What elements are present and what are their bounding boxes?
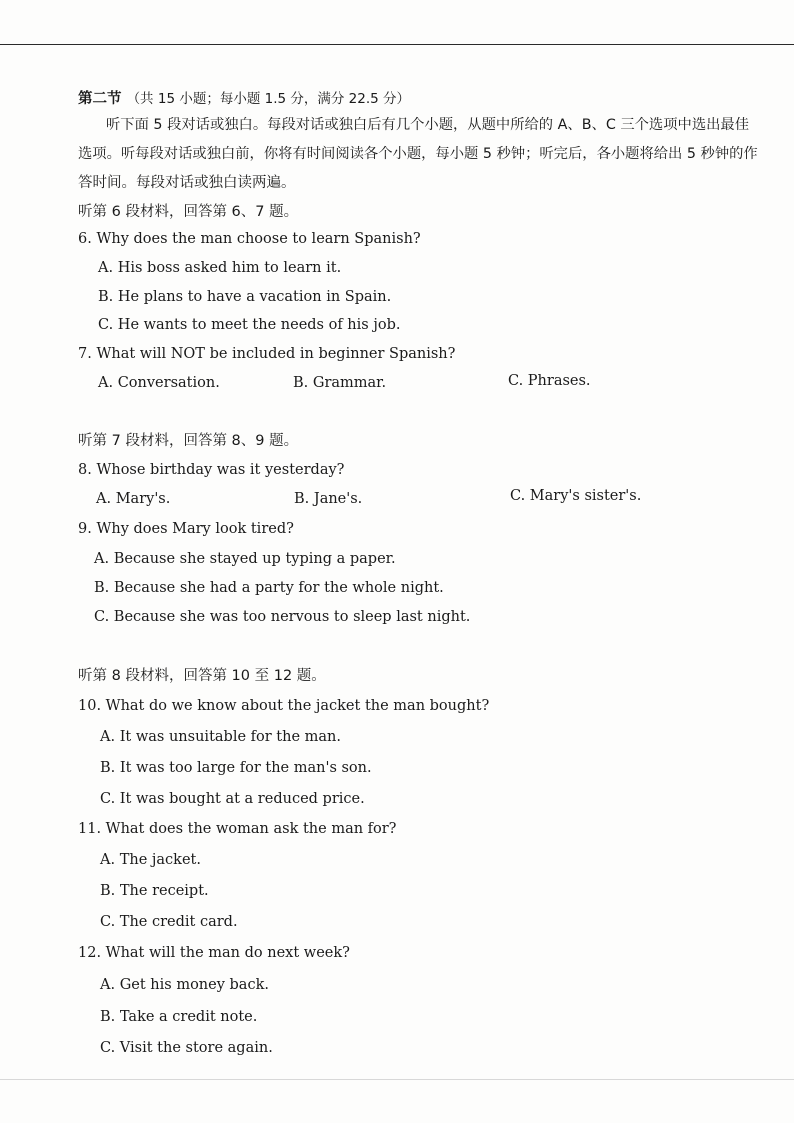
option-letter: B. xyxy=(293,375,309,391)
question-6 xyxy=(78,229,421,249)
option-letter: C. xyxy=(100,1040,116,1056)
option-text: Visit the store again. xyxy=(119,1040,273,1056)
section-title xyxy=(78,89,410,109)
question-12 xyxy=(78,943,350,963)
option-letter: A. xyxy=(96,491,112,507)
option-letter: C. xyxy=(510,488,526,504)
option-letter: C. xyxy=(508,373,524,389)
question-9 xyxy=(78,519,294,539)
option-text: The receipt. xyxy=(119,883,209,899)
option-text: Mary's. xyxy=(115,491,171,507)
option-letter: C. xyxy=(100,791,116,807)
option-letter: A. xyxy=(100,729,116,745)
section-meta: （共 15 小题；每小题 1.5 分，满分 22.5 分） xyxy=(126,91,411,107)
question-number: 6. xyxy=(78,231,92,247)
option-9c[interactable] xyxy=(94,607,470,627)
group-heading-10-12: 听第 8 段材料，回答第 10 至 12 题。 xyxy=(78,668,326,684)
option-letter: B. xyxy=(98,289,114,305)
question-text: What will the man do next week? xyxy=(105,945,350,961)
option-8a[interactable] xyxy=(96,489,170,509)
option-text: It was bought at a reduced price. xyxy=(119,791,365,807)
option-text: It was unsuitable for the man. xyxy=(119,729,341,745)
top-rule xyxy=(0,44,794,45)
option-text: Jane's. xyxy=(313,491,363,507)
option-text: Because she had a party for the whole night. xyxy=(113,580,444,596)
group-heading-6-7: 听第 6 段材料，回答第 6、7 题。 xyxy=(78,204,299,220)
option-8c[interactable] xyxy=(510,486,641,506)
option-text: Mary's sister's. xyxy=(529,488,642,504)
option-6c[interactable] xyxy=(98,315,400,335)
option-letter: A. xyxy=(100,852,116,868)
option-letter: C. xyxy=(94,609,110,625)
instructions-line-2: 选项。听每段对话或独白前，你将有时间阅读各个小题，每小题 5 秒钟；听完后，各小题将给出 5 秒钟的作 xyxy=(78,146,758,162)
option-text: Phrases. xyxy=(527,373,591,389)
option-12a[interactable] xyxy=(100,975,269,995)
option-letter: C. xyxy=(98,317,114,333)
option-7b[interactable] xyxy=(293,373,386,393)
option-letter: B. xyxy=(100,883,116,899)
option-text: He plans to have a vacation in Spain. xyxy=(117,289,392,305)
instructions-line-3: 答时间。每段对话或独白读两遍。 xyxy=(78,175,296,191)
question-text: Whose birthday was it yesterday? xyxy=(96,462,345,478)
option-11a[interactable] xyxy=(100,850,201,870)
question-10 xyxy=(78,696,489,716)
question-text: Why does the man choose to learn Spanish? xyxy=(96,231,421,247)
option-text: Take a credit note. xyxy=(119,1009,258,1025)
option-10a[interactable] xyxy=(100,727,341,747)
option-letter: A. xyxy=(94,551,110,567)
option-8b[interactable] xyxy=(294,489,362,509)
option-text: His boss asked him to learn it. xyxy=(117,260,342,276)
question-7 xyxy=(78,344,455,364)
option-letter: B. xyxy=(100,760,116,776)
bottom-rule xyxy=(0,1079,794,1080)
option-11b[interactable] xyxy=(100,881,209,901)
option-6a[interactable] xyxy=(98,258,341,278)
question-number: 8. xyxy=(78,462,92,478)
option-12b[interactable] xyxy=(100,1007,257,1027)
option-letter: B. xyxy=(294,491,310,507)
question-number: 12. xyxy=(78,945,102,961)
option-letter: A. xyxy=(98,375,114,391)
option-7a[interactable] xyxy=(98,373,220,393)
question-number: 9. xyxy=(78,521,92,537)
question-number: 7. xyxy=(78,346,92,362)
option-letter: B. xyxy=(100,1009,116,1025)
option-12c[interactable] xyxy=(100,1038,273,1058)
option-text: The credit card. xyxy=(119,914,238,930)
option-9b[interactable] xyxy=(94,578,444,598)
question-11 xyxy=(78,819,396,839)
question-number: 11. xyxy=(78,821,102,837)
option-letter: A. xyxy=(98,260,114,276)
option-text: Get his money back. xyxy=(119,977,269,993)
option-letter: C. xyxy=(100,914,116,930)
question-text: What does the woman ask the man for? xyxy=(105,821,397,837)
option-6b[interactable] xyxy=(98,287,391,307)
option-text: He wants to meet the needs of his job. xyxy=(117,317,401,333)
question-8 xyxy=(78,460,344,480)
option-text: Conversation. xyxy=(117,375,220,391)
question-text: What do we know about the jacket the man bought? xyxy=(105,698,490,714)
instructions-line-1: 听下面 5 段对话或独白。每段对话或独白后有几个小题，从题中所给的 A、B、C 三个选项中选出最佳 xyxy=(106,117,750,133)
option-letter: B. xyxy=(94,580,110,596)
option-text: It was too large for the man's son. xyxy=(119,760,372,776)
option-7c[interactable] xyxy=(508,371,591,391)
option-11c[interactable] xyxy=(100,912,238,932)
option-9a[interactable] xyxy=(94,549,396,569)
option-10c[interactable] xyxy=(100,789,365,809)
question-number: 10. xyxy=(78,698,102,714)
option-text: The jacket. xyxy=(119,852,201,868)
option-text: Because she stayed up typing a paper. xyxy=(113,551,396,567)
section-title-label: 第二节 xyxy=(78,91,122,107)
option-letter: A. xyxy=(100,977,116,993)
option-text: Because she was too nervous to sleep last night. xyxy=(113,609,471,625)
option-10b[interactable] xyxy=(100,758,372,778)
question-text: Why does Mary look tired? xyxy=(96,521,294,537)
question-text: What will NOT be included in beginner Spanish? xyxy=(96,346,456,362)
option-text: Grammar. xyxy=(312,375,387,391)
group-heading-8-9: 听第 7 段材料，回答第 8、9 题。 xyxy=(78,433,299,449)
